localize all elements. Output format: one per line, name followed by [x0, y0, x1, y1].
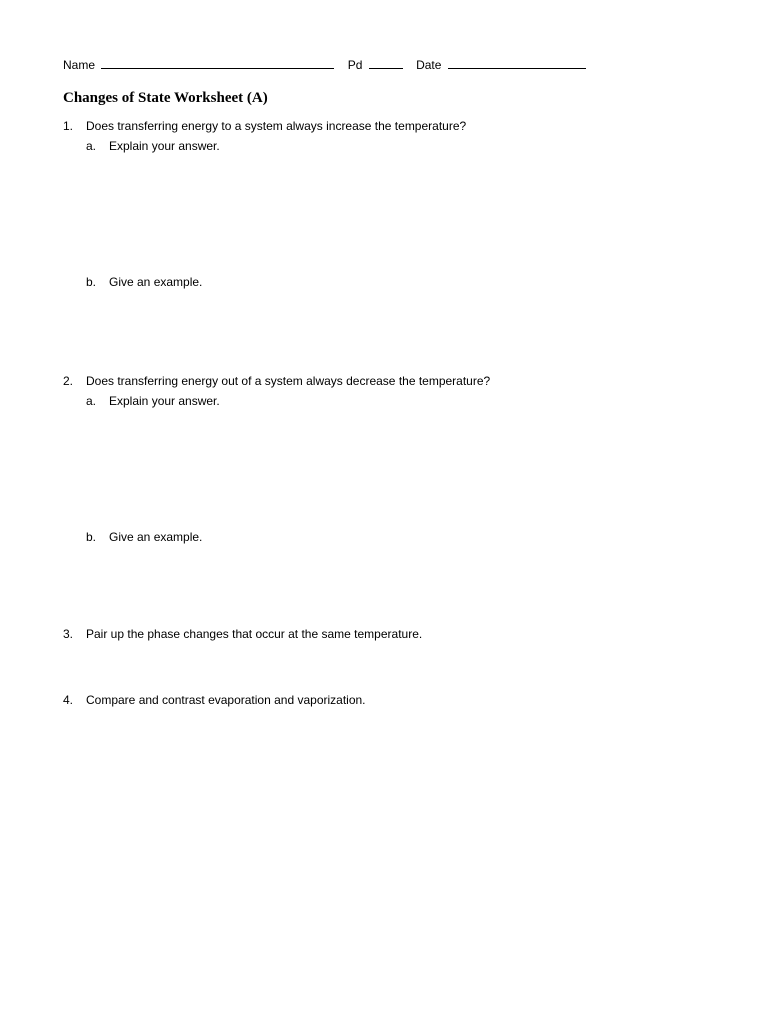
header-line [63, 58, 586, 72]
part-letter: a. [86, 394, 97, 408]
name-blank[interactable] [101, 58, 334, 69]
part-letter: a. [86, 139, 97, 153]
part-text: Give an example. [109, 530, 203, 544]
date-label: Date [416, 58, 442, 72]
part-text: Give an example. [109, 275, 203, 289]
question-text: Does transferring energy to a system always increase the temperature? [86, 119, 467, 133]
part-letter: b. [86, 530, 97, 544]
question-number: 2. [63, 374, 74, 388]
date-blank[interactable] [448, 58, 586, 69]
part-text: Explain your answer. [109, 394, 220, 408]
worksheet-title: Changes of State Worksheet (A) [63, 90, 268, 106]
question-text: Compare and contrast evaporation and vaporization. [86, 693, 366, 707]
question-number: 4. [63, 693, 74, 707]
question-text: Pair up the phase changes that occur at the same temperature. [86, 627, 423, 641]
part-text: Explain your answer. [109, 139, 220, 153]
question-number: 3. [63, 627, 74, 641]
question-number: 1. [63, 119, 74, 133]
name-label: Name [63, 58, 96, 72]
part-letter: b. [86, 275, 97, 289]
pd-blank[interactable] [369, 58, 403, 69]
pd-label: Pd [347, 58, 363, 72]
question-text: Does transferring energy out of a system always decrease the temperature? [86, 374, 491, 388]
